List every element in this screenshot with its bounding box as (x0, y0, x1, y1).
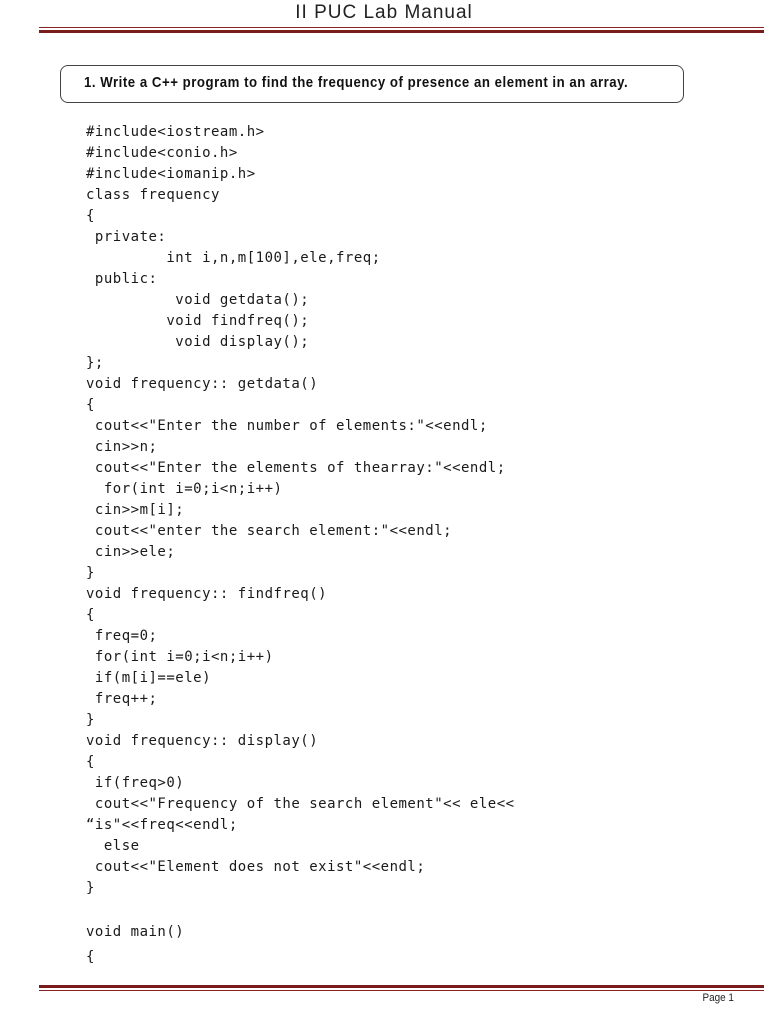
code-line: void frequency:: display() (86, 733, 319, 749)
code-line: if(m[i]==ele) (86, 670, 212, 686)
code-line: cin>>ele; (86, 544, 176, 560)
code-line: void main() (86, 924, 185, 940)
code-line: freq++; (86, 691, 158, 707)
code-line: void display(); (86, 334, 310, 350)
code-line: else (86, 838, 140, 854)
code-line: } (86, 712, 95, 728)
code-line: class frequency (86, 187, 220, 203)
code-line: void findfreq(); (86, 313, 310, 329)
code-line: cout<<"Enter the number of elements:"<<endl; (86, 418, 488, 434)
code-line: private: (86, 229, 167, 245)
header-rule-thin (39, 27, 764, 28)
code-line: cin>>n; (86, 439, 158, 455)
code-line: { (86, 754, 95, 770)
code-line: { (86, 607, 95, 623)
code-line: void frequency:: findfreq() (86, 586, 328, 602)
code-line: cin>>m[i]; (86, 502, 185, 518)
code-line: freq=0; (86, 628, 158, 644)
code-line: int i,n,m[100],ele,freq; (86, 250, 381, 266)
code-line: { (86, 397, 95, 413)
code-line: } (86, 565, 95, 581)
footer-rule-thick (39, 985, 764, 988)
code-line: “is"<<freq<<endl; (86, 817, 238, 833)
footer-rule-thin (39, 990, 764, 991)
header-rule-thick (39, 30, 764, 33)
code-line: void frequency:: getdata() (86, 376, 319, 392)
question-text: 1. Write a C++ program to find the frequency of presence an element in an array. (84, 74, 629, 91)
code-line: cout<<"Enter the elements of thearray:"<<endl; (86, 460, 506, 476)
code-line: public: (86, 271, 158, 287)
code-line: { (86, 949, 95, 965)
page-header-title: II PUC Lab Manual (295, 2, 473, 23)
code-line: #include<conio.h> (86, 145, 238, 161)
code-line: cout<<"enter the search element:"<<endl; (86, 523, 453, 539)
code-line: for(int i=0;i<n;i++) (86, 649, 274, 665)
code-line: #include<iomanip.h> (86, 166, 256, 182)
page-number: Page 1 (702, 992, 734, 1004)
code-line: cout<<"Frequency of the search element"<< ele<< (86, 796, 515, 812)
code-line: if(freq>0) (86, 775, 185, 791)
code-line: for(int i=0;i<n;i++) (86, 481, 283, 497)
code-line: void getdata(); (86, 292, 310, 308)
code-line: { (86, 208, 95, 224)
code-line: }; (86, 355, 104, 371)
code-line: #include<iostream.h> (86, 124, 265, 140)
code-line: cout<<"Element does not exist"<<endl; (86, 859, 426, 875)
code-line: } (86, 880, 95, 896)
